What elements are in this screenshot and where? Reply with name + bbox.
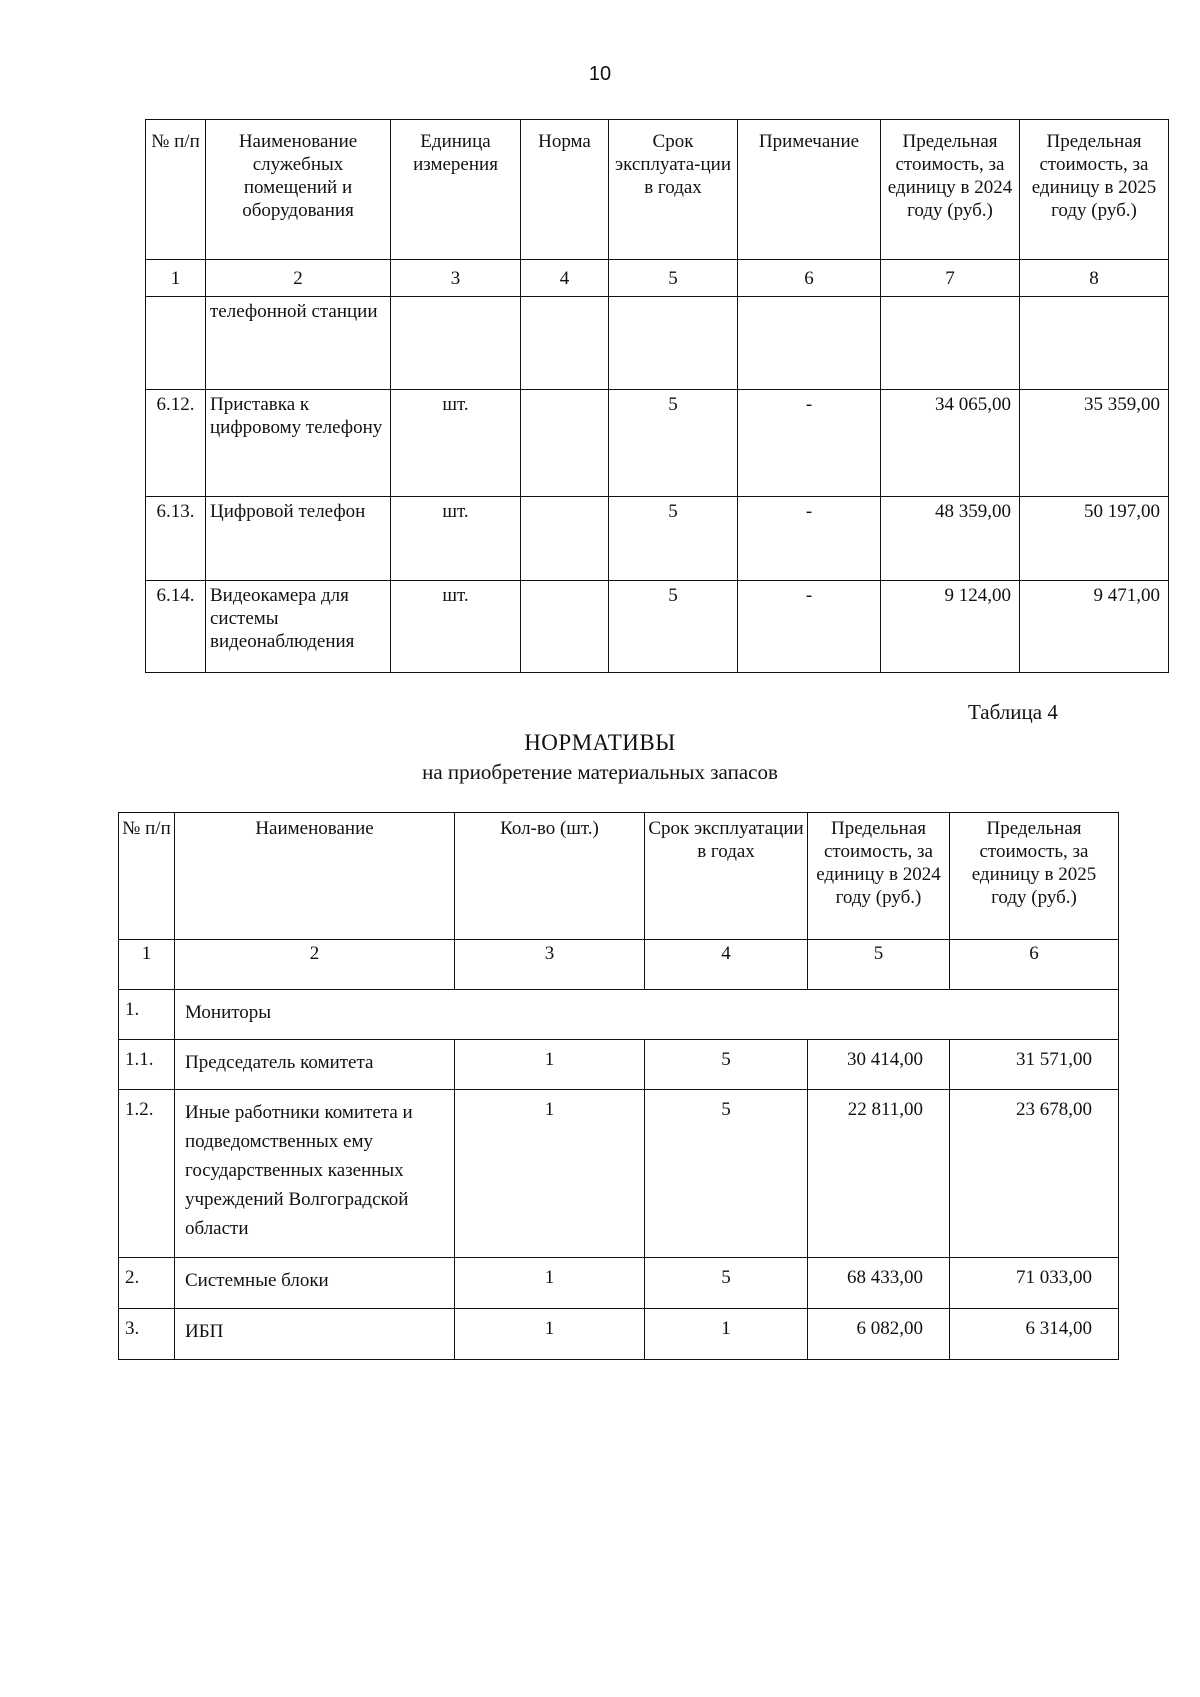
unit: [391, 297, 521, 390]
header-cell: Предельная стоимость, за единицу в 2025 году (руб.): [1020, 120, 1169, 260]
column-number: 6: [950, 940, 1119, 990]
item-name: телефонной станции: [206, 297, 391, 390]
service-life: 5: [609, 497, 738, 581]
quantity: 1: [455, 1258, 645, 1309]
quantity: 1: [455, 1090, 645, 1258]
row-number: 2.: [119, 1258, 175, 1309]
note: [738, 297, 881, 390]
price-2025: 23 678,00: [950, 1090, 1119, 1258]
column-number: 8: [1020, 260, 1169, 297]
header-cell: Норма: [521, 120, 609, 260]
header-cell: Единица измерения: [391, 120, 521, 260]
header-cell: Предельная стоимость, за единицу в 2024 году (руб.): [881, 120, 1020, 260]
table-row: [119, 1090, 1119, 1258]
column-number: 3: [455, 940, 645, 990]
quantity: 1: [455, 1309, 645, 1360]
table-row: [119, 1258, 1119, 1309]
row-number: 3.: [119, 1309, 175, 1360]
table-header-row: [146, 120, 1169, 260]
header-cell: Наименование служебных помещений и оборудования: [206, 120, 391, 260]
row-number: 6.12.: [146, 390, 206, 497]
price-2025: 71 033,00: [950, 1258, 1119, 1309]
price-2024: 34 065,00: [881, 390, 1020, 497]
quantity: 1: [455, 1040, 645, 1090]
price-2024: 48 359,00: [881, 497, 1020, 581]
item-name: Иные работники комитета и подведомственных ему государственных казенных учреждений Волгоградской области: [175, 1090, 455, 1258]
price-2024: 30 414,00: [808, 1040, 950, 1090]
page-number: 10: [588, 63, 612, 85]
service-life: 5: [609, 581, 738, 673]
price-2025: [1020, 297, 1169, 390]
table-row: [146, 390, 1169, 497]
item-name: Приставка к цифровому телефону: [206, 390, 391, 497]
row-number: 1.2.: [119, 1090, 175, 1258]
price-2024: 22 811,00: [808, 1090, 950, 1258]
column-number: 6: [738, 260, 881, 297]
price-2025: 9 471,00: [1020, 581, 1169, 673]
item-name: ИБП: [175, 1309, 455, 1360]
column-number: 5: [808, 940, 950, 990]
table-row: [119, 1040, 1119, 1090]
column-number: 1: [146, 260, 206, 297]
price-2025: 35 359,00: [1020, 390, 1169, 497]
row-number: 6.13.: [146, 497, 206, 581]
column-number: 4: [645, 940, 808, 990]
column-number-row: [119, 940, 1119, 990]
column-number: 4: [521, 260, 609, 297]
item-name: Председатель комитета: [175, 1040, 455, 1090]
header-cell: Примечание: [738, 120, 881, 260]
row-number: [146, 297, 206, 390]
table-row: [146, 497, 1169, 581]
page-title: НОРМАТИВЫ: [524, 730, 676, 755]
section-row: [119, 990, 1119, 1040]
column-number: 2: [175, 940, 455, 990]
row-number: 6.14.: [146, 581, 206, 673]
service-life: 5: [645, 1040, 808, 1090]
table-row: [146, 297, 1169, 390]
price-2024: 68 433,00: [808, 1258, 950, 1309]
header-cell: № п/п: [119, 813, 175, 940]
unit: шт.: [391, 581, 521, 673]
header-cell: № п/п: [146, 120, 206, 260]
service-life: 1: [645, 1309, 808, 1360]
note: -: [738, 390, 881, 497]
note: -: [738, 497, 881, 581]
header-cell: Наименование: [175, 813, 455, 940]
note: -: [738, 581, 881, 673]
price-2024: 9 124,00: [881, 581, 1020, 673]
header-cell: Кол-во (шт.): [455, 813, 645, 940]
price-2025: 31 571,00: [950, 1040, 1119, 1090]
header-cell: Срок эксплуатации в годах: [645, 813, 808, 940]
header-cell: Срок эксплуата-ции в годах: [609, 120, 738, 260]
column-number: 5: [609, 260, 738, 297]
column-number: 2: [206, 260, 391, 297]
table-row: [119, 1309, 1119, 1360]
table-caption: Таблица 4: [968, 700, 1058, 724]
service-life: 5: [645, 1090, 808, 1258]
item-name: Цифровой телефон: [206, 497, 391, 581]
item-name: Видеокамера для системы видеонаблюдения: [206, 581, 391, 673]
materials-table: [118, 812, 1119, 1360]
column-number: 3: [391, 260, 521, 297]
price-2024: [881, 297, 1020, 390]
column-number-row: [146, 260, 1169, 297]
price-2025: 6 314,00: [950, 1309, 1119, 1360]
price-2025: 50 197,00: [1020, 497, 1169, 581]
header-cell: Предельная стоимость, за единицу в 2024 году (руб.): [808, 813, 950, 940]
row-number: 1.1.: [119, 1040, 175, 1090]
section-number: 1.: [119, 990, 175, 1040]
equipment-table: [145, 119, 1169, 673]
norm: [521, 497, 609, 581]
section-name: Мониторы: [175, 990, 1119, 1040]
norm: [521, 297, 609, 390]
column-number: 1: [119, 940, 175, 990]
norm: [521, 581, 609, 673]
header-cell: Предельная стоимость, за единицу в 2025 году (руб.): [950, 813, 1119, 940]
service-life: 5: [609, 390, 738, 497]
column-number: 7: [881, 260, 1020, 297]
unit: шт.: [391, 390, 521, 497]
price-2024: 6 082,00: [808, 1309, 950, 1360]
table-row: [146, 581, 1169, 673]
service-life: 5: [645, 1258, 808, 1309]
page-subtitle: на приобретение материальных запасов: [422, 760, 778, 784]
norm: [521, 390, 609, 497]
unit: шт.: [391, 497, 521, 581]
service-life: [609, 297, 738, 390]
table-header-row: [119, 813, 1119, 940]
item-name: Системные блоки: [175, 1258, 455, 1309]
